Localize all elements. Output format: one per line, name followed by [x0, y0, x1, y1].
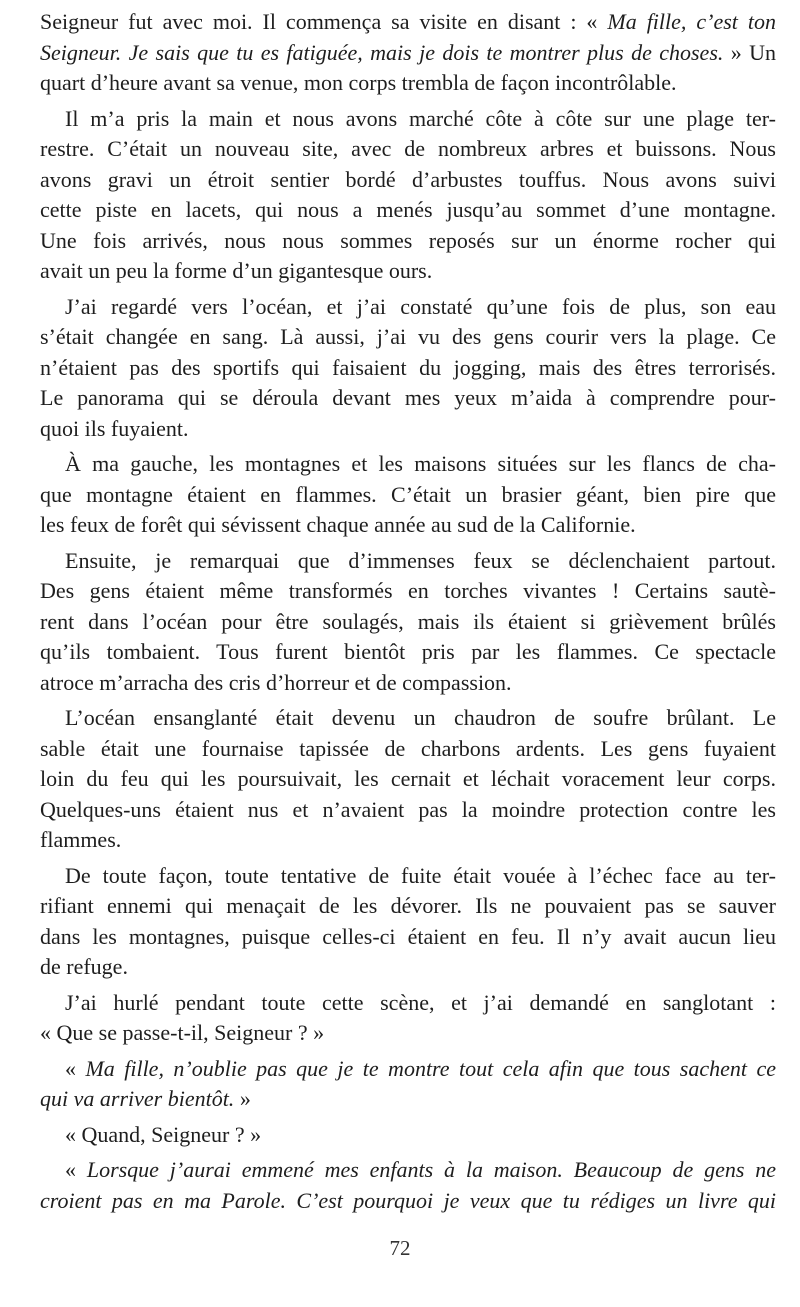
- text-line: [40, 510, 776, 541]
- text-segment: Des gens étaient même transformés en torches vivantes ! Certains sautè-: [40, 578, 776, 603]
- text-segment: Ensuite, je remarquai que d’immenses feux se déclenchaient partout.: [65, 547, 776, 573]
- page-number: 72: [389, 1236, 411, 1260]
- text-segment: Seigneur fut avec moi. Il commença sa visite en disant : «: [40, 9, 608, 34]
- text-segment: «: [65, 1055, 86, 1081]
- text-segment: rifiant ennemi qui menaçait de les dévorer. Ils ne pouvaient pas se sauver: [40, 893, 776, 918]
- text-segment: « Quand, Seigneur ? »: [65, 1121, 262, 1147]
- text-segment: que montagne étaient en flammes. C’était un brasier géant, bien pire que: [40, 481, 776, 507]
- text-segment: avons gravi un étroit sentier bordé d’arbustes touffus. Nous avons suivi: [40, 166, 776, 192]
- paragraph: [40, 1120, 776, 1151]
- text-segment: restre. C’était un nouveau site, avec de nombreux arbres et buissons. Nous: [40, 136, 776, 161]
- text-line: [40, 104, 776, 135]
- text-line: [40, 764, 776, 795]
- text-segment: Une fois arrivés, nous nous sommes reposés sur un énorme rocher qui: [40, 227, 776, 253]
- text-segment: cette piste en lacets, qui nous a menés jusqu’au sommet d’une montagne.: [40, 197, 776, 222]
- text-segment: dans les montagnes, puisque celles-ci étaient en feu. Il n’y avait aucun lieu: [40, 923, 776, 949]
- text-line: [40, 1018, 776, 1049]
- text-segment: les feux de forêt qui sévissent chaque année au sud de la Californie.: [40, 512, 636, 537]
- text-line: [40, 825, 776, 856]
- text-segment: Le panorama qui se déroula devant mes yeux m’aida à comprendre pour-: [40, 385, 776, 410]
- text-segment: s’était changée en sang. Là aussi, j’ai vu des gens courir vers la plage. Ce: [40, 324, 776, 349]
- text-line: [40, 576, 776, 607]
- text-line: [40, 414, 776, 445]
- text-line: [40, 795, 776, 826]
- text-segment: avait un peu la forme d’un gigantesque ours.: [40, 258, 433, 283]
- text-line: [40, 668, 776, 699]
- text-line: [40, 1054, 776, 1085]
- text-segment: flammes.: [40, 827, 122, 852]
- text-line: [40, 922, 776, 953]
- text-line: [40, 480, 776, 511]
- text-line: [40, 1120, 776, 1151]
- text-segment: quart d’heure avant sa venue, mon corps trembla de façon incontrôlable.: [40, 70, 677, 95]
- text-line: [40, 292, 776, 323]
- text-line: [40, 1186, 776, 1217]
- paragraph: [40, 861, 776, 983]
- text-segment: »: [234, 1086, 251, 1111]
- paragraph: [40, 7, 776, 99]
- text-line: [40, 1084, 776, 1115]
- text-line: [40, 383, 776, 414]
- text-segment: «: [65, 1157, 87, 1182]
- text-segment: Il m’a pris la main et nous avons marché côte à côte sur une plage ter-: [65, 105, 776, 131]
- text-line: [40, 195, 776, 226]
- text-segment: « Que se passe-t-il, Seigneur ? »: [40, 1020, 325, 1045]
- text-line: [40, 637, 776, 668]
- text-line: [40, 7, 776, 38]
- text-line: [40, 988, 776, 1019]
- paragraph: [40, 703, 776, 856]
- paragraph: [40, 449, 776, 541]
- paragraph: [40, 546, 776, 699]
- text-line: [40, 353, 776, 384]
- text-segment: J’ai regardé vers l’océan, et j’ai constaté qu’une fois de plus, son eau: [65, 293, 776, 319]
- text-line: [40, 449, 776, 480]
- italic-text: Ma fille, n’oublie pas que je te montre tout cela afin que tous sachent ce: [85, 1055, 776, 1081]
- text-segment: atroce m’arracha des cris d’horreur et de compassion.: [40, 669, 512, 695]
- paragraph: [40, 988, 776, 1049]
- text-line: [40, 952, 776, 983]
- text-segment: quoi ils fuyaient.: [40, 415, 189, 441]
- italic-text: Ma fille, c’est ton: [607, 9, 776, 34]
- text-segment: Quelques-uns étaient nus et n’avaient pas la moindre protection contre les: [40, 796, 776, 822]
- paragraph: [40, 104, 776, 287]
- text-line: [40, 1155, 776, 1186]
- text-line: [40, 68, 776, 99]
- text-segment: » Un: [723, 39, 777, 65]
- italic-text: Lorsque j’aurai emmené mes enfants à la maison. Beaucoup de gens ne: [86, 1157, 776, 1182]
- text-segment: J’ai hurlé pendant toute cette scène, et j’ai demandé en sanglotant :: [65, 989, 776, 1015]
- italic-text: Seigneur. Je sais que tu es fatiguée, mais je dois te montrer plus de choses.: [40, 39, 724, 65]
- text-line: [40, 134, 776, 165]
- text-segment: De toute façon, toute tentative de fuite était vouée à l’échec face au ter-: [65, 862, 776, 888]
- text-line: [40, 546, 776, 577]
- text-segment: sable était une fournaise tapissée de charbons ardents. Les gens fuyaient: [40, 735, 776, 761]
- text-line: [40, 703, 776, 734]
- text-segment: n’étaient pas des sportifs qui faisaient du jogging, mais des êtres terrorisés.: [40, 354, 776, 380]
- text-line: [40, 861, 776, 892]
- italic-text: croient pas en ma Parole. C’est pourquoi je veux que tu rédiges un livre qui: [40, 1187, 776, 1213]
- paragraph: [40, 1054, 776, 1115]
- paragraph: [40, 1155, 776, 1216]
- text-line: [40, 226, 776, 257]
- text-segment: de refuge.: [40, 954, 128, 979]
- text-line: [40, 38, 776, 69]
- text-segment: loin du feu qui les poursuivait, les cernait et léchait voracement leur corps.: [40, 766, 776, 791]
- paragraph: [40, 292, 776, 445]
- text-line: [40, 165, 776, 196]
- text-segment: À ma gauche, les montagnes et les maisons situées sur les flancs de cha-: [65, 451, 776, 476]
- text-line: [40, 322, 776, 353]
- text-segment: L’océan ensanglanté était devenu un chaudron de soufre brûlant. Le: [65, 705, 776, 730]
- text-segment: rent dans l’océan pour être soulagés, mais ils étaient si grièvement brûlés: [40, 608, 776, 634]
- text-line: [40, 734, 776, 765]
- text-line: [40, 256, 776, 287]
- italic-text: qui va arriver bientôt.: [40, 1086, 235, 1111]
- text-line: [40, 607, 776, 638]
- text-segment: qu’ils tombaient. Tous furent bientôt pris par les flammes. Ce spectacle: [40, 639, 776, 664]
- text-line: [40, 891, 776, 922]
- page-body: [40, 7, 776, 1221]
